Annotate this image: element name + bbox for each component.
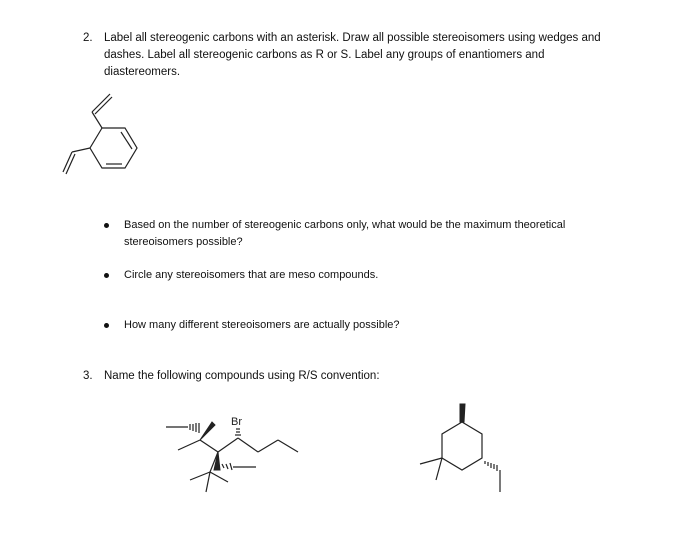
question-3-text: Name the following compounds using R/S convention: [104, 370, 380, 382]
question-2-number: 2. [83, 32, 93, 44]
hashed-bond-ring [485, 461, 497, 471]
question-3-number: 3. [83, 370, 93, 382]
bullet-text: Circle any stereoisomers that are meso compounds. [124, 269, 379, 281]
question-2-text: Label all stereogenic carbons with an asterisk. Draw all possible stereoisomers using wedges and dashes. Label all stereogenic carbons as R or S. Label any groups of enantiomers and diastereomers. [104, 32, 601, 78]
bullet-text: How many different stereoisomers are actually possible? [124, 319, 400, 331]
bullet-text: Based on the number of stereogenic carbons only, what would be the maximum theoretical stereoisomers possible? [124, 219, 566, 248]
bromine-label: Br [231, 416, 242, 428]
